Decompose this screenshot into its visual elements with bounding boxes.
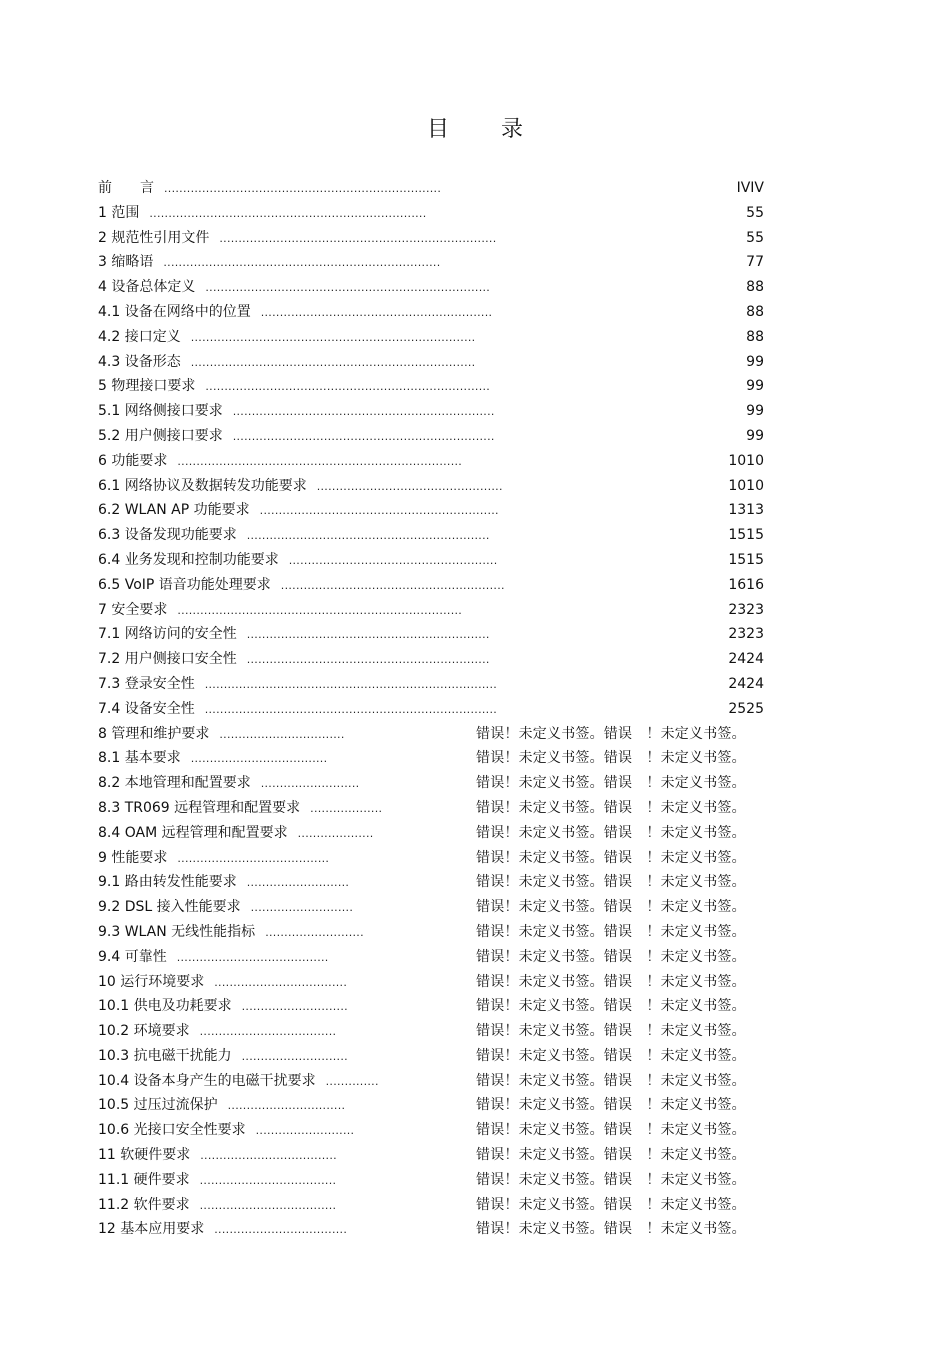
toc-entry-leader-dots: ......................................................................... <box>164 182 442 195</box>
toc-entry-page-number: 1515 <box>728 551 764 568</box>
toc-entry-page-number: 错误！未定义书签。错误 ！未定义书签。 <box>476 750 746 767</box>
toc-entry-page-number: 99 <box>746 427 764 444</box>
toc-entry-page-number: 错误！未定义书签。错误 ！未定义书签。 <box>476 1072 746 1089</box>
toc-entry-page-number: 99 <box>746 378 764 395</box>
toc-entry-page-number: 1010 <box>728 477 764 494</box>
toc-entry-title: 4.1 设备在网络中的位置 <box>98 303 251 320</box>
toc-entry-title: 4.2 接口定义 <box>98 328 181 345</box>
toc-entry-leader-dots: .................... <box>297 826 374 840</box>
toc-entry-title: 11.2 软件要求 <box>98 1196 190 1213</box>
toc-entry-page-number: 1010 <box>728 452 764 469</box>
toc-entry-page-number: 99 <box>746 353 764 370</box>
page-title <box>0 112 950 143</box>
toc-entry[interactable] <box>98 945 768 970</box>
toc-entry[interactable] <box>98 548 768 573</box>
toc-entry-title: 12 基本应用要求 <box>98 1221 205 1238</box>
toc-entry-page-number: 1515 <box>728 527 764 544</box>
toc-entry[interactable] <box>98 697 768 722</box>
toc-entry-title: 8.3 TR069 远程管理和配置要求 <box>98 799 301 816</box>
toc-entry-title: 11.1 硬件要求 <box>98 1171 190 1188</box>
toc-entry[interactable] <box>98 226 768 251</box>
toc-entry-leader-dots: ............................................................................. <box>204 677 498 691</box>
toc-entry[interactable] <box>98 424 768 449</box>
toc-entry-page-number: 2323 <box>728 626 764 643</box>
toc-entry-page-number: 错误！未定义书签。错误 ！未定义书签。 <box>476 1023 746 1040</box>
toc-entry-title: 7.1 网络访问的安全性 <box>98 626 237 643</box>
toc-entry[interactable] <box>98 350 768 375</box>
toc-entry-leader-dots: ................................... <box>214 1223 348 1237</box>
toc-entry-title: 11 软硬件要求 <box>98 1147 191 1164</box>
toc-entry-leader-dots: .................................... <box>199 1173 337 1187</box>
toc-entry-title: 5 物理接口要求 <box>98 378 196 395</box>
toc-entry-title: 10.1 供电及功耗要求 <box>98 998 232 1015</box>
toc-entry-page-number: 99 <box>746 403 764 420</box>
toc-entry-leader-dots: .......................... <box>265 925 364 939</box>
toc-entry[interactable] <box>98 1019 768 1044</box>
toc-entry-page-number: 错误！未定义书签。错误 ！未定义书签。 <box>476 1097 746 1114</box>
toc-entry-leader-dots: ........................... <box>250 901 354 915</box>
toc-entry-title: 7 安全要求 <box>98 601 168 618</box>
toc-entry-leader-dots: ........................................................................... <box>205 281 491 295</box>
toc-entry-leader-dots: .................................... <box>199 1025 337 1039</box>
table-of-contents <box>98 176 768 1242</box>
toc-entry[interactable] <box>98 523 768 548</box>
toc-entry[interactable] <box>98 1118 768 1143</box>
toc-entry[interactable] <box>98 771 768 796</box>
toc-entry[interactable] <box>98 176 768 201</box>
toc-entry[interactable] <box>98 1193 768 1218</box>
toc-entry-title: 8.1 基本要求 <box>98 750 181 767</box>
toc-entry-page-number: 错误！未定义书签。错误 ！未定义书签。 <box>476 923 746 940</box>
toc-entry-title: 9.2 DSL 接入性能要求 <box>98 899 241 916</box>
toc-entry-title: 7.3 登录安全性 <box>98 675 195 692</box>
toc-entry[interactable] <box>98 994 768 1019</box>
toc-entry-leader-dots: .......................... <box>260 777 360 791</box>
toc-entry-leader-dots: ............................................................................. <box>204 702 498 716</box>
toc-entry-title: 6 功能要求 <box>98 452 168 469</box>
toc-entry-page-number: 错误！未定义书签。错误 ！未定义书签。 <box>476 1047 746 1064</box>
toc-entry[interactable] <box>98 1143 768 1168</box>
toc-entry-page-number: 错误！未定义书签。错误 ！未定义书签。 <box>476 998 746 1015</box>
toc-entry-page-number: 88 <box>746 328 764 345</box>
toc-entry-page-number: 2424 <box>728 651 764 668</box>
toc-entry[interactable] <box>98 399 768 424</box>
toc-entry-title: 6.5 VoIP 语音功能处理要求 <box>98 576 271 593</box>
toc-entry[interactable] <box>98 846 768 871</box>
toc-entry-page-number: 88 <box>746 303 764 320</box>
toc-entry-title: 5.2 用户侧接口要求 <box>98 427 223 444</box>
toc-entry[interactable] <box>98 300 768 325</box>
toc-entry[interactable] <box>98 647 768 672</box>
toc-entry-title: 6.2 WLAN AP 功能要求 <box>98 502 250 519</box>
toc-entry-leader-dots: ............................................................... <box>259 504 499 518</box>
toc-entry-leader-dots: ........................................................................... <box>177 603 463 617</box>
toc-entry-title: 8 管理和维护要求 <box>98 725 210 742</box>
toc-entry-page-number: 77 <box>746 254 764 271</box>
toc-entry[interactable] <box>98 722 768 747</box>
page-title-char-2: 录 <box>501 117 524 142</box>
toc-entry-page-number: 错误！未定义书签。错误 ！未定义书签。 <box>476 799 746 816</box>
toc-entry-page-number: 错误！未定义书签。错误 ！未定义书签。 <box>476 1122 746 1139</box>
page-title-char-1: 目 <box>426 117 449 142</box>
toc-entry[interactable] <box>98 275 768 300</box>
toc-entry[interactable] <box>98 374 768 399</box>
toc-entry[interactable] <box>98 449 768 474</box>
toc-entry[interactable] <box>98 201 768 226</box>
toc-entry-title: 6.3 设备发现功能要求 <box>98 527 237 544</box>
toc-entry-title: 3 缩略语 <box>98 254 154 271</box>
toc-entry-leader-dots: ......................................................................... <box>149 206 427 220</box>
toc-entry-leader-dots: ........................................................................... <box>190 355 476 369</box>
toc-entry[interactable] <box>98 920 768 945</box>
toc-entry-page-number: 55 <box>746 229 764 246</box>
toc-entry-page-number: 错误！未定义书签。错误 ！未定义书签。 <box>476 1221 746 1238</box>
toc-entry-leader-dots: ......................................................................... <box>163 256 441 270</box>
toc-entry-page-number: 88 <box>746 279 764 296</box>
toc-entry[interactable] <box>98 1069 768 1094</box>
toc-entry-title: 10.2 环境要求 <box>98 1023 190 1040</box>
toc-entry[interactable] <box>98 250 768 275</box>
toc-entry-page-number: 错误！未定义书签。错误 ！未定义书签。 <box>476 1171 746 1188</box>
toc-entry-leader-dots: ........................... <box>246 876 350 890</box>
toc-entry-title: 5.1 网络侧接口要求 <box>98 403 223 420</box>
toc-entry[interactable] <box>98 746 768 771</box>
toc-entry-title: 7.4 设备安全性 <box>98 700 195 717</box>
toc-entry-title: 1 范围 <box>98 204 140 221</box>
toc-entry-title: 10.4 设备本身产生的电磁干扰要求 <box>98 1072 316 1089</box>
toc-entry-page-number: 错误！未定义书签。错误 ！未定义书签。 <box>476 775 746 792</box>
toc-entry-page-number: 错误！未定义书签。错误 ！未定义书签。 <box>476 1147 746 1164</box>
toc-entry-title: 2 规范性引用文件 <box>98 229 210 246</box>
toc-entry-title: 6.1 网络协议及数据转发功能要求 <box>98 477 307 494</box>
toc-entry[interactable] <box>98 598 768 623</box>
toc-entry[interactable] <box>98 1093 768 1118</box>
toc-entry-title: 9.3 WLAN 无线性能指标 <box>98 923 256 940</box>
toc-entry[interactable] <box>98 573 768 598</box>
toc-entry-title: 6.4 业务发现和控制功能要求 <box>98 551 279 568</box>
toc-entry-page-number: 1313 <box>728 502 764 519</box>
toc-entry-leader-dots: .............. <box>325 1074 379 1088</box>
toc-entry-title: 10.6 光接口安全性要求 <box>98 1122 246 1139</box>
toc-entry-page-number: 2525 <box>728 700 764 717</box>
toc-entry[interactable] <box>98 474 768 499</box>
toc-entry-title: 4 设备总体定义 <box>98 279 196 296</box>
toc-entry-page-number: IVIV <box>736 180 764 196</box>
toc-entry-page-number: 55 <box>746 204 764 221</box>
toc-entry[interactable] <box>98 1168 768 1193</box>
toc-entry-page-number: 2323 <box>728 601 764 618</box>
toc-entry-leader-dots: ........................................ <box>177 851 330 865</box>
toc-entry-leader-dots: ..................................................................... <box>232 405 495 419</box>
toc-entry[interactable] <box>98 796 768 821</box>
toc-entry-leader-dots: ................................................................ <box>246 628 490 642</box>
toc-entry-page-number: 错误！未定义书签。错误 ！未定义书签。 <box>476 824 746 841</box>
toc-entry[interactable] <box>98 325 768 350</box>
toc-entry-leader-dots: ....................................................... <box>288 553 498 567</box>
toc-entry-leader-dots: ............................................................. <box>260 305 493 319</box>
toc-entry-title: 前 言 <box>98 180 154 196</box>
toc-entry[interactable] <box>98 622 768 647</box>
toc-entry[interactable] <box>98 498 768 523</box>
toc-entry[interactable] <box>98 821 768 846</box>
toc-entry-page-number: 错误！未定义书签。错误 ！未定义书签。 <box>476 1196 746 1213</box>
toc-entry-leader-dots: .................................... <box>190 752 328 766</box>
toc-entry-leader-dots: .......................... <box>255 1124 355 1138</box>
toc-entry-page-number: 错误！未定义书签。错误 ！未定义书签。 <box>476 874 746 891</box>
toc-entry-leader-dots: ............................ <box>241 1049 348 1063</box>
toc-entry-leader-dots: ........................................................................... <box>177 454 463 468</box>
toc-entry[interactable] <box>98 895 768 920</box>
toc-entry-leader-dots: ................................................................ <box>246 653 490 667</box>
toc-entry-leader-dots: ........................................................... <box>280 578 505 592</box>
toc-entry-leader-dots: ................................................. <box>316 479 503 493</box>
toc-entry-leader-dots: .................................... <box>199 1198 337 1212</box>
toc-entry-page-number: 2424 <box>728 675 764 692</box>
toc-entry-leader-dots: ................................................................ <box>246 529 490 543</box>
toc-entry[interactable] <box>98 1217 768 1242</box>
toc-entry-title: 10 运行环境要求 <box>98 973 205 990</box>
toc-entry-title: 10.3 抗电磁干扰能力 <box>98 1047 232 1064</box>
toc-entry-title: 7.2 用户侧接口安全性 <box>98 651 237 668</box>
toc-entry-leader-dots: ........................................ <box>176 950 329 964</box>
toc-entry-leader-dots: ................................. <box>219 727 345 741</box>
toc-entry-leader-dots: ............................... <box>227 1099 346 1113</box>
toc-entry-leader-dots: ..................................................................... <box>232 429 495 443</box>
toc-entry-leader-dots: ................................... <box>214 975 348 989</box>
toc-entry-leader-dots: ........................................................................... <box>190 330 476 344</box>
toc-entry-page-number: 错误！未定义书签。错误 ！未定义书签。 <box>476 849 746 866</box>
toc-entry-leader-dots: ......................................................................... <box>219 231 497 245</box>
toc-entry-page-number: 错误！未定义书签。错误 ！未定义书签。 <box>476 948 746 965</box>
toc-entry-page-number: 错误！未定义书签。错误 ！未定义书签。 <box>476 899 746 916</box>
toc-entry[interactable] <box>98 970 768 995</box>
toc-entry-leader-dots: ........................................................................... <box>205 380 491 394</box>
toc-entry[interactable] <box>98 870 768 895</box>
toc-entry-title: 9 性能要求 <box>98 849 168 866</box>
toc-entry-title: 10.5 过压过流保护 <box>98 1097 218 1114</box>
toc-entry-title: 8.4 OAM 远程管理和配置要求 <box>98 824 288 841</box>
toc-entry-leader-dots: .................................... <box>200 1149 337 1163</box>
toc-entry-title: 9.1 路由转发性能要求 <box>98 874 237 891</box>
toc-entry[interactable] <box>98 672 768 697</box>
toc-entry[interactable] <box>98 1044 768 1069</box>
toc-entry-leader-dots: ............................ <box>241 1000 348 1014</box>
toc-entry-title: 9.4 可靠性 <box>98 948 167 965</box>
toc-entry-page-number: 错误！未定义书签。错误 ！未定义书签。 <box>476 725 746 742</box>
toc-entry-title: 4.3 设备形态 <box>98 353 181 370</box>
toc-entry-page-number: 1616 <box>728 576 764 593</box>
toc-entry-title: 8.2 本地管理和配置要求 <box>98 775 251 792</box>
toc-entry-leader-dots: ................... <box>310 801 383 815</box>
toc-entry-page-number: 错误！未定义书签。错误 ！未定义书签。 <box>476 973 746 990</box>
